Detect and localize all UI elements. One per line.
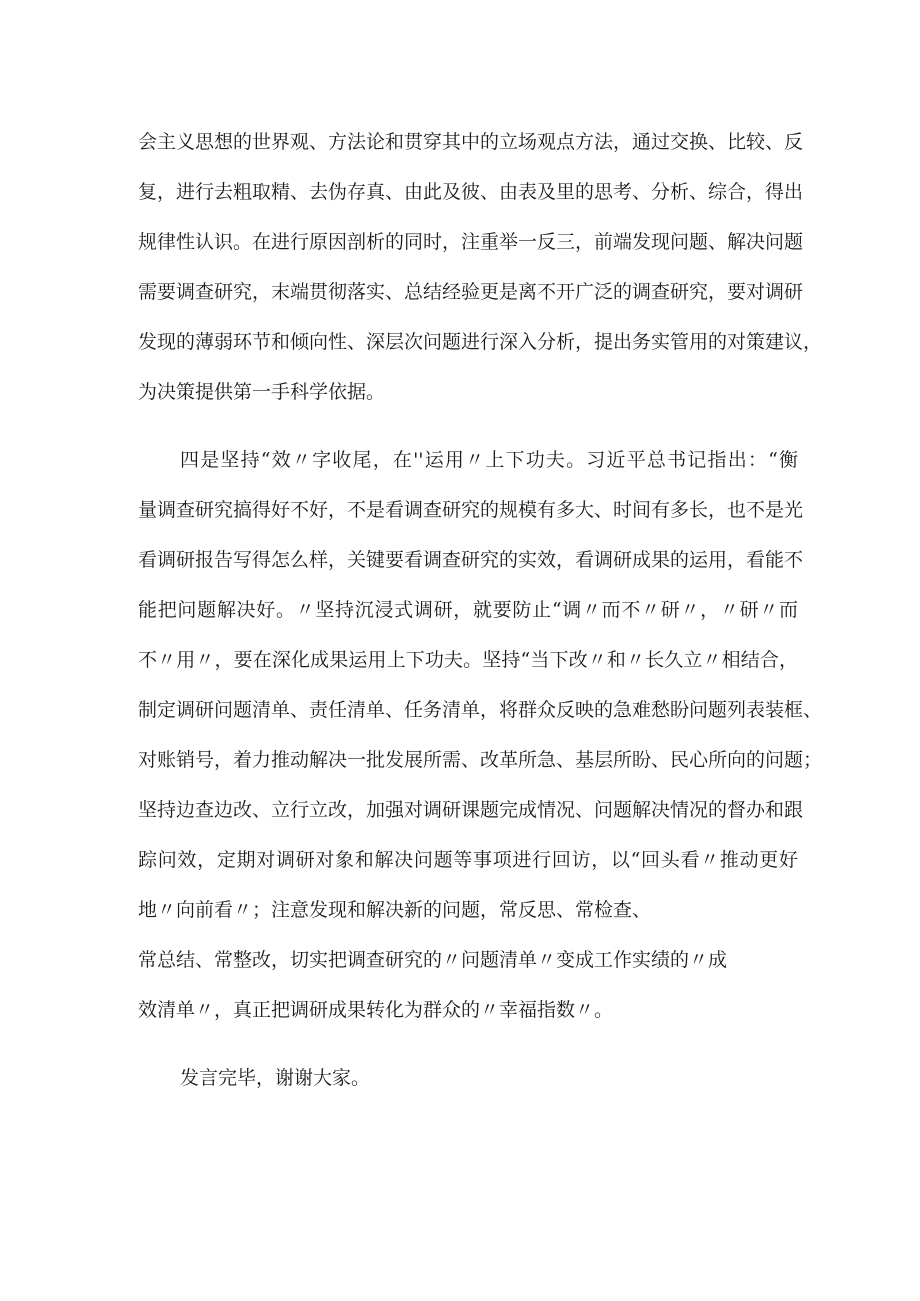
closing-line: 发言完毕，谢谢大家。 [180,1067,371,1089]
text-line: 不〃用〃，要在深化成果运用上下功夫。坚持“当下改〃和〃长久立〃相结合， [138,649,798,671]
text-line: 需要调查研究，末端贯彻落实、总结经验更是离不开广泛的调查研究，要对调研 [138,281,804,303]
text-line: 能把问题解决好。〃坚持沉浸式调研，就要防止“调〃而不〃研〃，〃研〃而 [138,599,798,621]
text-line: 地〃向前看〃；注意发现和解决新的问题，常反思、常检查、 [138,899,652,921]
text-line: 效清单〃，真正把调研成果转化为群众的〃幸福指数〃。 [138,999,614,1021]
text-line: 常总结、常整改，切实把调查研究的〃问题清单〃变成工作实绩的〃成 [138,949,728,971]
text-line: 发现的薄弱环节和倾向性、深层次问题进行深入分析，提出务实管用的对策建议， [138,331,823,353]
text-line: 会主义思想的世界观、方法论和贯穿其中的立场观点方法，通过交换、比较、反 [138,131,804,153]
text-line: 对账销号，着力推动解决一批发展所需、改革所急、基层所盼、民心所向的问题； [138,749,823,771]
text-line: 为决策提供第一手科学依据。 [138,381,386,403]
text-line: 坚持边查边改、立行立改，加强对调研课题完成情况、问题解决情况的督办和跟 [138,799,804,821]
text-line: 规律性认识。在进行原因剖析的同时，注重举一反三，前端发现问题、解决问题 [138,231,804,253]
text-line: 制定调研问题清单、责任清单、任务清单，将群众反映的急难愁盼问题列表装框、 [138,699,823,721]
text-line: 踪问效，定期对调研对象和解决问题等事项进行回访，以“回头看〃推动更好 [138,849,798,871]
paragraph-start-line: 四是坚持“效〃字收尾，在''运用〃上下功夫。习近平总书记指出：“衡 [180,449,798,471]
text-line: 量调查研究搞得好不好，不是看调查研究的规模有多大、时间有多长，也不是光 [138,499,804,521]
text-line: 复，进行去粗取精、去伪存真、由此及彼、由表及里的思考、分析、综合，得出 [138,181,804,203]
text-line: 看调研报告写得怎么样，关键要看调查研究的实效，看调研成果的运用，看能不 [138,549,804,571]
